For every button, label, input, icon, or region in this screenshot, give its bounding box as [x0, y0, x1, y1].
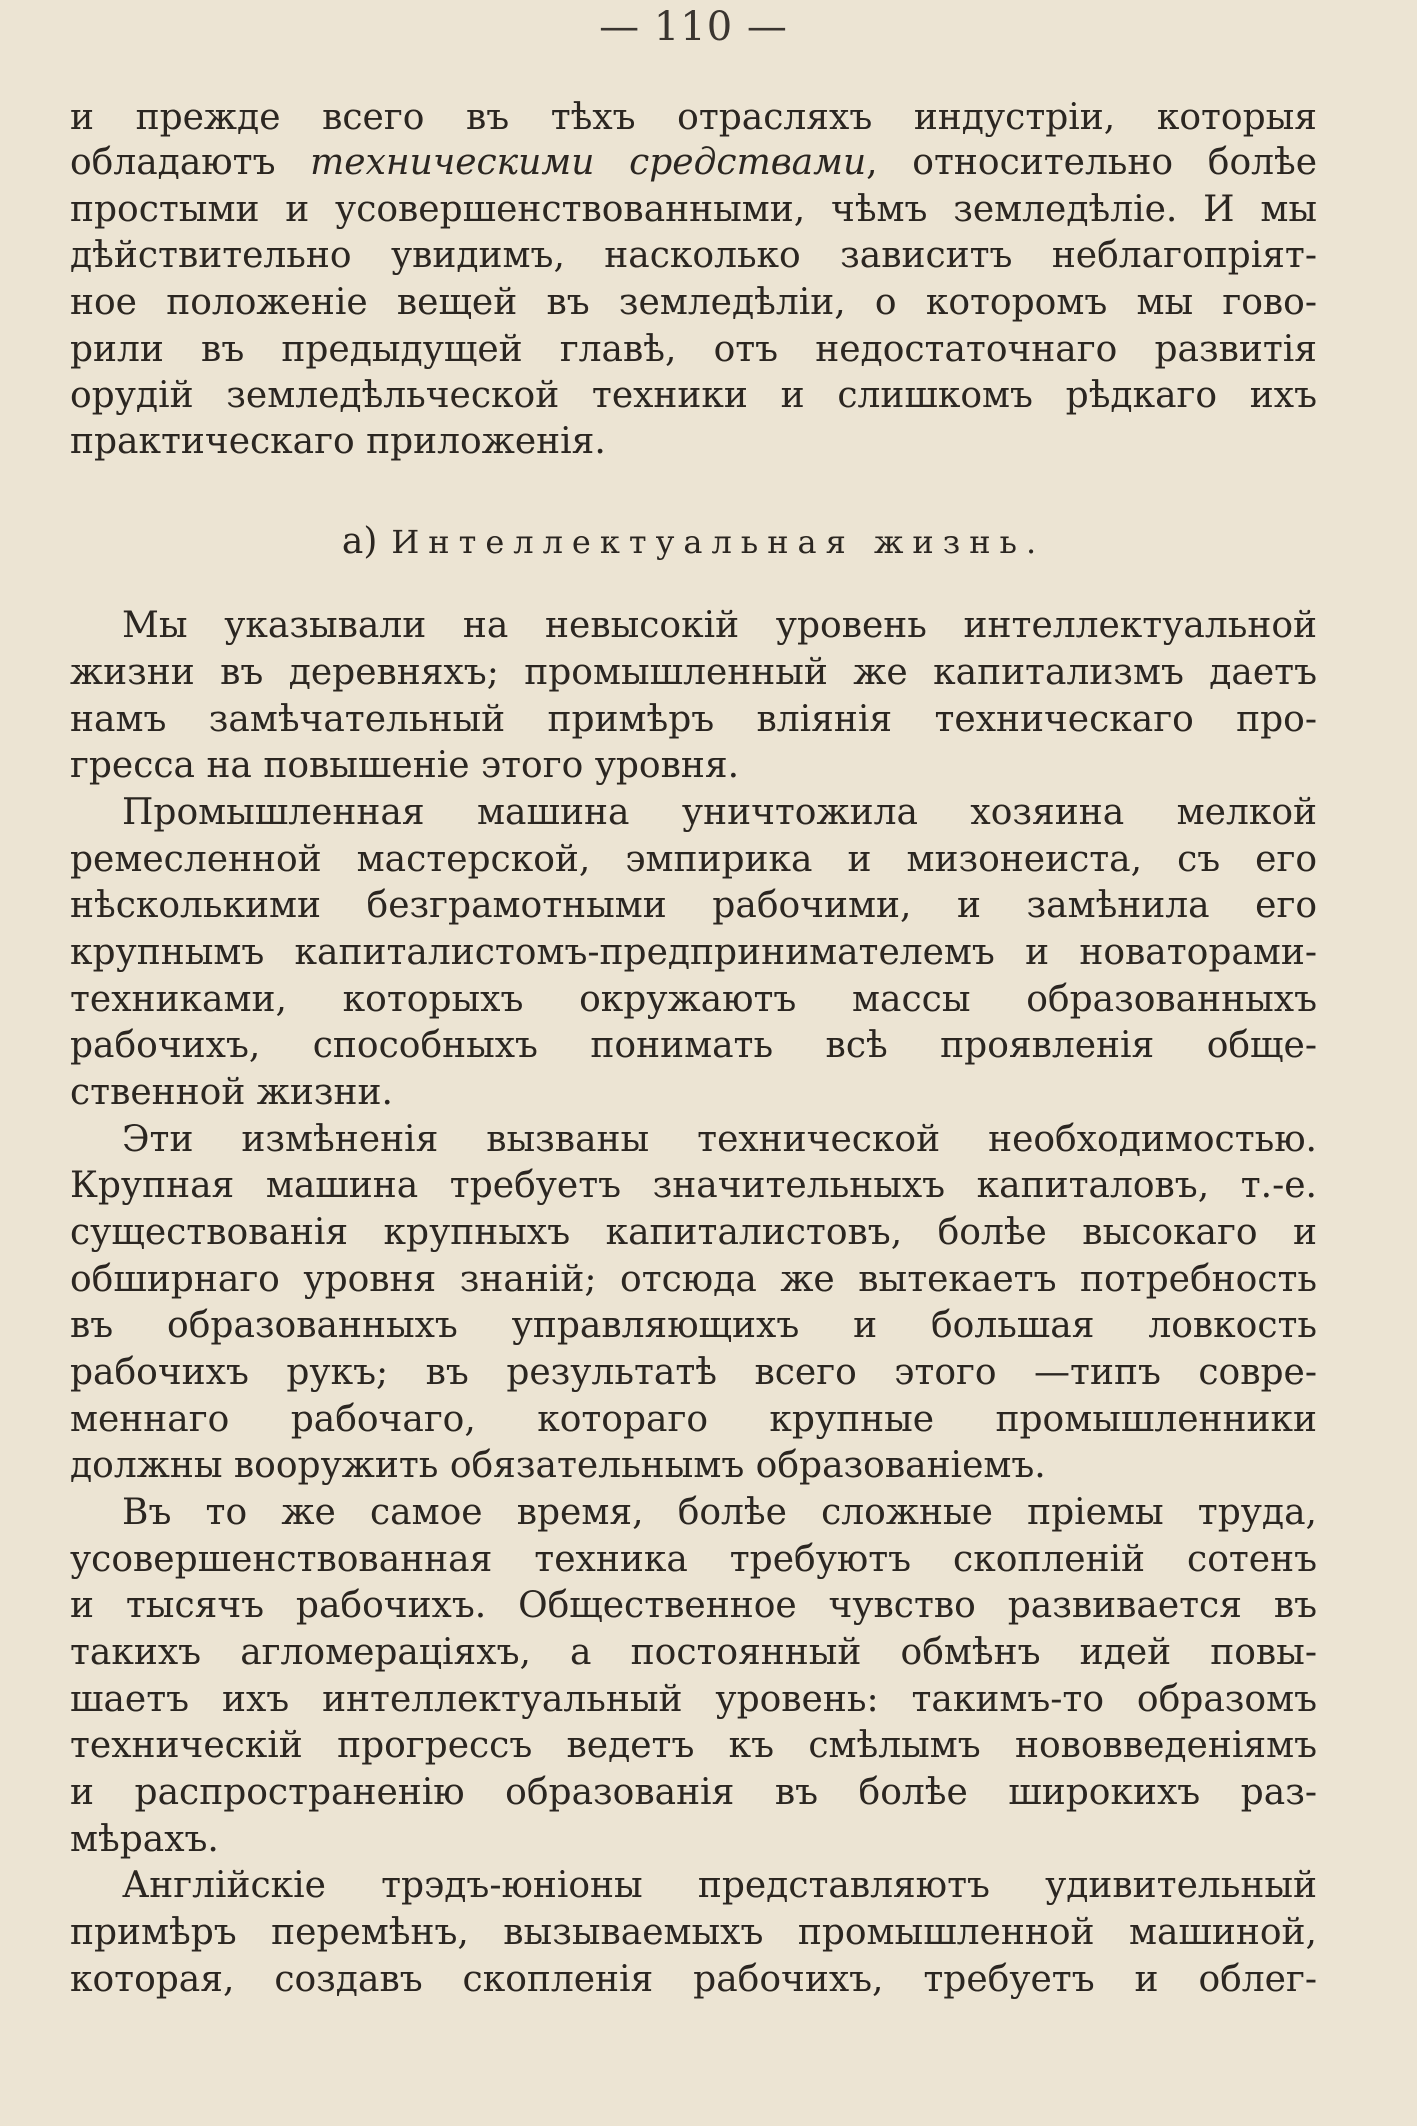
section-heading	[70, 520, 1317, 564]
text-line: техниками, которыхъ окружаютъ массы образованныхъ	[70, 979, 1317, 1020]
text-line: обширнаго уровня знаній; отсюда же вытекаетъ потребность	[70, 1259, 1317, 1300]
text-line: Промышленная машина уничтожила хозяина мелкой	[122, 792, 1317, 833]
text-line: Крупная машина требуетъ значительныхъ капиталовъ, т.-е.	[70, 1165, 1317, 1206]
text-line: жизни въ деревняхъ; промышленный же капитализмъ даетъ	[70, 652, 1317, 693]
book-page	[70, 0, 1317, 2126]
text-line: практическаго приложенія.	[70, 421, 606, 462]
text-line: техническій прогрессъ ведетъ къ смѣлымъ нововведеніямъ	[70, 1725, 1317, 1766]
text-run: обладаютъ	[70, 142, 311, 183]
text-line: Англійскіе трэдъ-юніоны представляютъ удивительный	[122, 1865, 1317, 1906]
text-line: шаетъ ихъ интеллектуальный уровень: такимъ-то образомъ	[70, 1679, 1317, 1720]
page-number: — 110 —	[599, 4, 788, 50]
text-line: ственной жизни.	[70, 1072, 393, 1113]
text-line: орудій земледѣльческой техники и слишкомъ рѣдкаго ихъ	[70, 375, 1317, 416]
text-line: примѣръ перемѣнъ, вызываемыхъ промышленной машиной,	[70, 1912, 1317, 1953]
text-run: , относительно болѣе	[866, 142, 1317, 183]
text-line: гресса на повышеніе этого уровня.	[70, 745, 740, 786]
text-line: и тысячъ рабочихъ. Общественное чувство развивается въ	[70, 1585, 1317, 1626]
text-line: рабочихъ, способныхъ понимать всѣ проявленія обще-	[70, 1025, 1317, 1066]
text-line: усовершенствованная техника требуютъ скопленій сотенъ	[70, 1539, 1317, 1580]
text-line: должны вооружить обязательнымъ образованіемъ.	[70, 1445, 1046, 1486]
section-title: Интеллектуальная жизнь.	[391, 523, 1046, 561]
text-line: Эти измѣненія вызваны технической необходимостью.	[122, 1119, 1317, 1160]
text-line: простыми и усовершенствованными, чѣмъ земледѣліе. И мы	[70, 189, 1317, 230]
text-line: рили въ предыдущей главѣ, отъ недостаточнаго развитія	[70, 329, 1317, 370]
text-line	[70, 141, 1317, 185]
text-line: дѣйствительно увидимъ, насколько зависитъ неблагопріят-	[70, 235, 1317, 276]
text-line: и распространенію образованія въ болѣе широкихъ раз-	[70, 1772, 1317, 1813]
text-line: ное положеніе вещей въ земледѣліи, о которомъ мы гово-	[70, 282, 1317, 323]
section-marker: a)	[341, 521, 378, 562]
text-line: Въ то же самое время, болѣе сложные пріемы труда,	[122, 1492, 1317, 1533]
text-line: и прежде всего въ тѣхъ отрасляхъ индустріи, которыя	[70, 97, 1317, 138]
text-line: такихъ агломераціяхъ, а постоянный обмѣнъ идей повы-	[70, 1632, 1317, 1673]
text-line: рабочихъ рукъ; въ результатѣ всего этого —типъ совре-	[70, 1352, 1317, 1393]
italic-phrase: техническими средствами	[310, 142, 867, 183]
text-line: крупнымъ капиталистомъ-предпринимателемъ и новаторами-	[70, 932, 1317, 973]
text-line: ремесленной мастерской, эмпирика и мизонеиста, съ его	[70, 839, 1317, 880]
text-line: меннаго рабочаго, котораго крупные промышленники	[70, 1399, 1317, 1440]
text-line: намъ замѣчательный примѣръ вліянія техническаго про-	[70, 699, 1317, 740]
text-line: Мы указывали на невысокій уровень интеллектуальной	[122, 605, 1317, 646]
text-line: мѣрахъ.	[70, 1819, 219, 1860]
text-line: въ образованныхъ управляющихъ и большая ловкость	[70, 1305, 1317, 1346]
text-line: существованія крупныхъ капиталистовъ, болѣе высокаго и	[70, 1212, 1317, 1253]
text-line: которая, создавъ скопленія рабочихъ, требуетъ и облег-	[70, 1959, 1317, 2000]
text-line: нѣсколькими безграмотными рабочими, и замѣнила его	[70, 885, 1317, 926]
